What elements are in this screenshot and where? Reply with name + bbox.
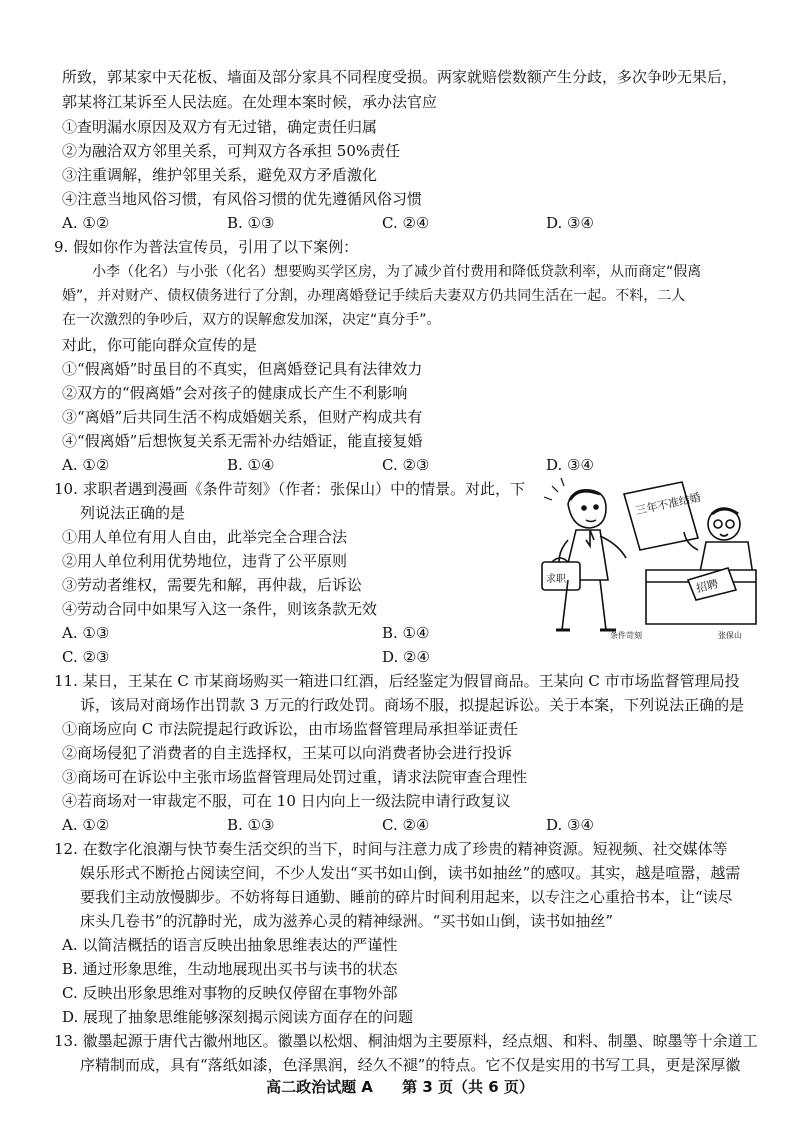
q9-item-4: ④“假离婚”后想恢复关系无需补办结婚证，能直接复婚	[62, 432, 423, 450]
q9-option-b: B. ①④	[227, 456, 275, 474]
q9-passage	[62, 260, 752, 332]
q8-option-a: A. ①②	[62, 214, 110, 232]
q12-option-b: B. 通过形象思维，生动地展现出买书与读书的状态	[62, 960, 398, 978]
q11-item-4: ④若商场对一审裁定不服，可在 10 日内向上一级法院申请行政复议	[62, 792, 511, 810]
q9-passage-line-1: 小李（化名）与小张（化名）想要购买学区房，为了减少首付费用和降低贷款利率，从而商定“假离	[92, 264, 702, 280]
q12-option-a: A. 以简洁概括的语言反映出抽象思维表达的严谨性	[62, 936, 398, 954]
cartoon-signature: 张保山	[718, 631, 742, 640]
q9-option-a: A. ①②	[62, 456, 110, 474]
q11-options	[62, 814, 762, 836]
q8-option-c: C. ②④	[382, 214, 430, 232]
q13-stem-line-2: 序精制而成，具有“落纸如漆，色泽黑润，经久不褪”的特点。它不仅是实用的书写工具，更是深厚徽	[80, 1056, 741, 1074]
q11-item-2: ②商场侵犯了消费者的自主选择权，王某可以向消费者协会进行投诉	[62, 744, 513, 762]
q10-stem-line-2: 列说法正确的是	[80, 504, 186, 522]
intro-line-2: 郭某将江某诉至人民法庭。在处理本案时候，承办法官应	[62, 93, 438, 111]
q11-stem-line-1: 11. 某日，王某在 C 市某商场购买一箱进口红酒，后经鉴定为假冒商品。王某向 C 市市场监督管理局投	[54, 672, 740, 690]
q9-option-d: D. ③④	[546, 456, 594, 474]
intro-line-1: 所致，郭某家中天花板、墙面及部分家具不同程度受损。两家就赔偿数额产生分歧，多次争吵无果后，	[62, 68, 738, 86]
q9-item-2: ②双方的“假离婚”会对孩子的健康成长产生不利影响	[62, 384, 408, 402]
q12-stem-line-1: 12. 在数字化浪潮与快节奏生活交织的当下，时间与注意力成了珍贵的精神资源。短视频、社交媒体等	[54, 840, 728, 858]
q9-prompt: 对此，你可能向群众宣传的是	[62, 336, 258, 354]
q10-option-c: C. ②③	[62, 648, 110, 666]
q11-stem-line-2: 诉，该局对商场作出罚款 3 万元的行政处罚。商场不服，拟提起诉讼。关于本案，下列说法正确的是	[80, 696, 745, 714]
q10-option-d: D. ②④	[382, 648, 430, 666]
job-seeker-figure	[542, 478, 626, 630]
q10-item-1: ①用人单位有用人自由，此举完全合理合法	[62, 528, 348, 546]
q13-stem-line-1: 13. 徽墨起源于唐代古徽州地区。徽墨以松烟、桐油烟为主要原料，经点烟、和料、制墨、晾墨等十余道工	[54, 1032, 758, 1050]
q9-item-3: ③“离婚”后共同生活不构成婚姻关系，但财产构成共有	[62, 408, 423, 426]
q11-option-a: A. ①②	[62, 816, 110, 834]
q11-item-1: ①商场应向 C 市法院提起行政诉讼，由市场监督管理局承担举证责任	[62, 720, 519, 738]
q8-option-d: D. ③④	[546, 214, 594, 232]
q9-stem: 9. 假如你作为普法宣传员，引用了以下案例：	[54, 238, 359, 256]
q9-passage-line-2: 婚”，并对财产、债权债务进行了分割，办理离婚登记手续后夫妻双方仍共同生活在一起。不料，二人	[62, 288, 686, 304]
footer-page-number: 第 3 页（共 6 页）	[402, 1078, 534, 1096]
q10-item-2: ②用人单位利用优势地位，违背了公平原则	[62, 552, 348, 570]
q10-item-4: ④劳动合同中如果写入这一条件，则该条款无效	[62, 600, 378, 618]
q8-item-4: ④注意当地风俗习惯，有风俗习惯的优先遵循风俗习惯	[62, 190, 423, 208]
footer-subject: 高二政治试题 A	[266, 1078, 373, 1096]
cartoon-banner-text: 招聘	[694, 577, 720, 596]
q9-item-1: ①“假离婚”时虽目的不真实，但离婚登记具有法律效力	[62, 360, 423, 378]
q8-option-b: B. ①③	[227, 214, 275, 232]
q12-option-d: D. 展现了抽象思维能够深刻揭示阅读方面存在的问题	[62, 1008, 414, 1026]
q8-item-1: ①查明漏水原因及双方有无过错，确定责任归属	[62, 118, 378, 136]
cartoon-bag-text: 求职	[546, 574, 566, 585]
q8-item-3: ③注重调解，维护邻里关系，避免双方矛盾激化	[62, 166, 378, 184]
q8-options	[62, 212, 762, 234]
q11-option-d: D. ③④	[546, 816, 594, 834]
q12-stem-line-2: 娱乐形式不断抢占阅读空间，不少人发出“买书如山倒，读书如抽丝”的感叹。其实，越是喧嚣，越需	[80, 864, 741, 882]
q10-option-b: B. ①④	[382, 624, 430, 642]
q10-stem-line-1: 10. 求职者遇到漫画《条件苛刻》（作者：张保山）中的情景。对此，下	[54, 480, 526, 498]
q11-option-c: C. ②④	[382, 816, 430, 834]
q9-passage-line-3: 在一次激烈的争吵后，双方的误解愈发加深，决定“真分手”。	[62, 312, 441, 328]
cartoon-illustration	[528, 470, 776, 642]
q12-stem-line-4: 床头几卷书”的沉静时光，成为滋养心灵的精神绿洲。“买书如山倒，读书如抽丝”	[80, 912, 614, 930]
q10-options-row-1	[62, 622, 502, 644]
q9-option-c: C. ②③	[382, 456, 430, 474]
cartoon-sign-text: 三年不准结婚	[634, 490, 702, 518]
q8-item-2: ②为融洽双方邻里关系，可判双方各承担 50%责任	[62, 142, 401, 160]
page-footer	[0, 1076, 800, 1097]
q12-stem-line-3: 要我们主动放慢脚步。不妨将每日通勤、睡前的碎片时间利用起来，以专注之心重拾书本，让“读尽	[80, 888, 733, 906]
q12-option-c: C. 反映出形象思维对事物的反映仅停留在事物外部	[62, 984, 398, 1002]
cartoon-caption: 条件苛刻	[610, 631, 642, 640]
q10-options-row-2	[62, 646, 502, 668]
q11-option-b: B. ①③	[227, 816, 275, 834]
q10-item-3: ③劳动者维权，需要先和解，再仲裁，后诉讼	[62, 576, 363, 594]
q10-option-a: A. ①③	[62, 624, 110, 642]
q11-item-3: ③商场可在诉讼中主张市场监督管理局处罚过重，请求法院审查合理性	[62, 768, 528, 786]
